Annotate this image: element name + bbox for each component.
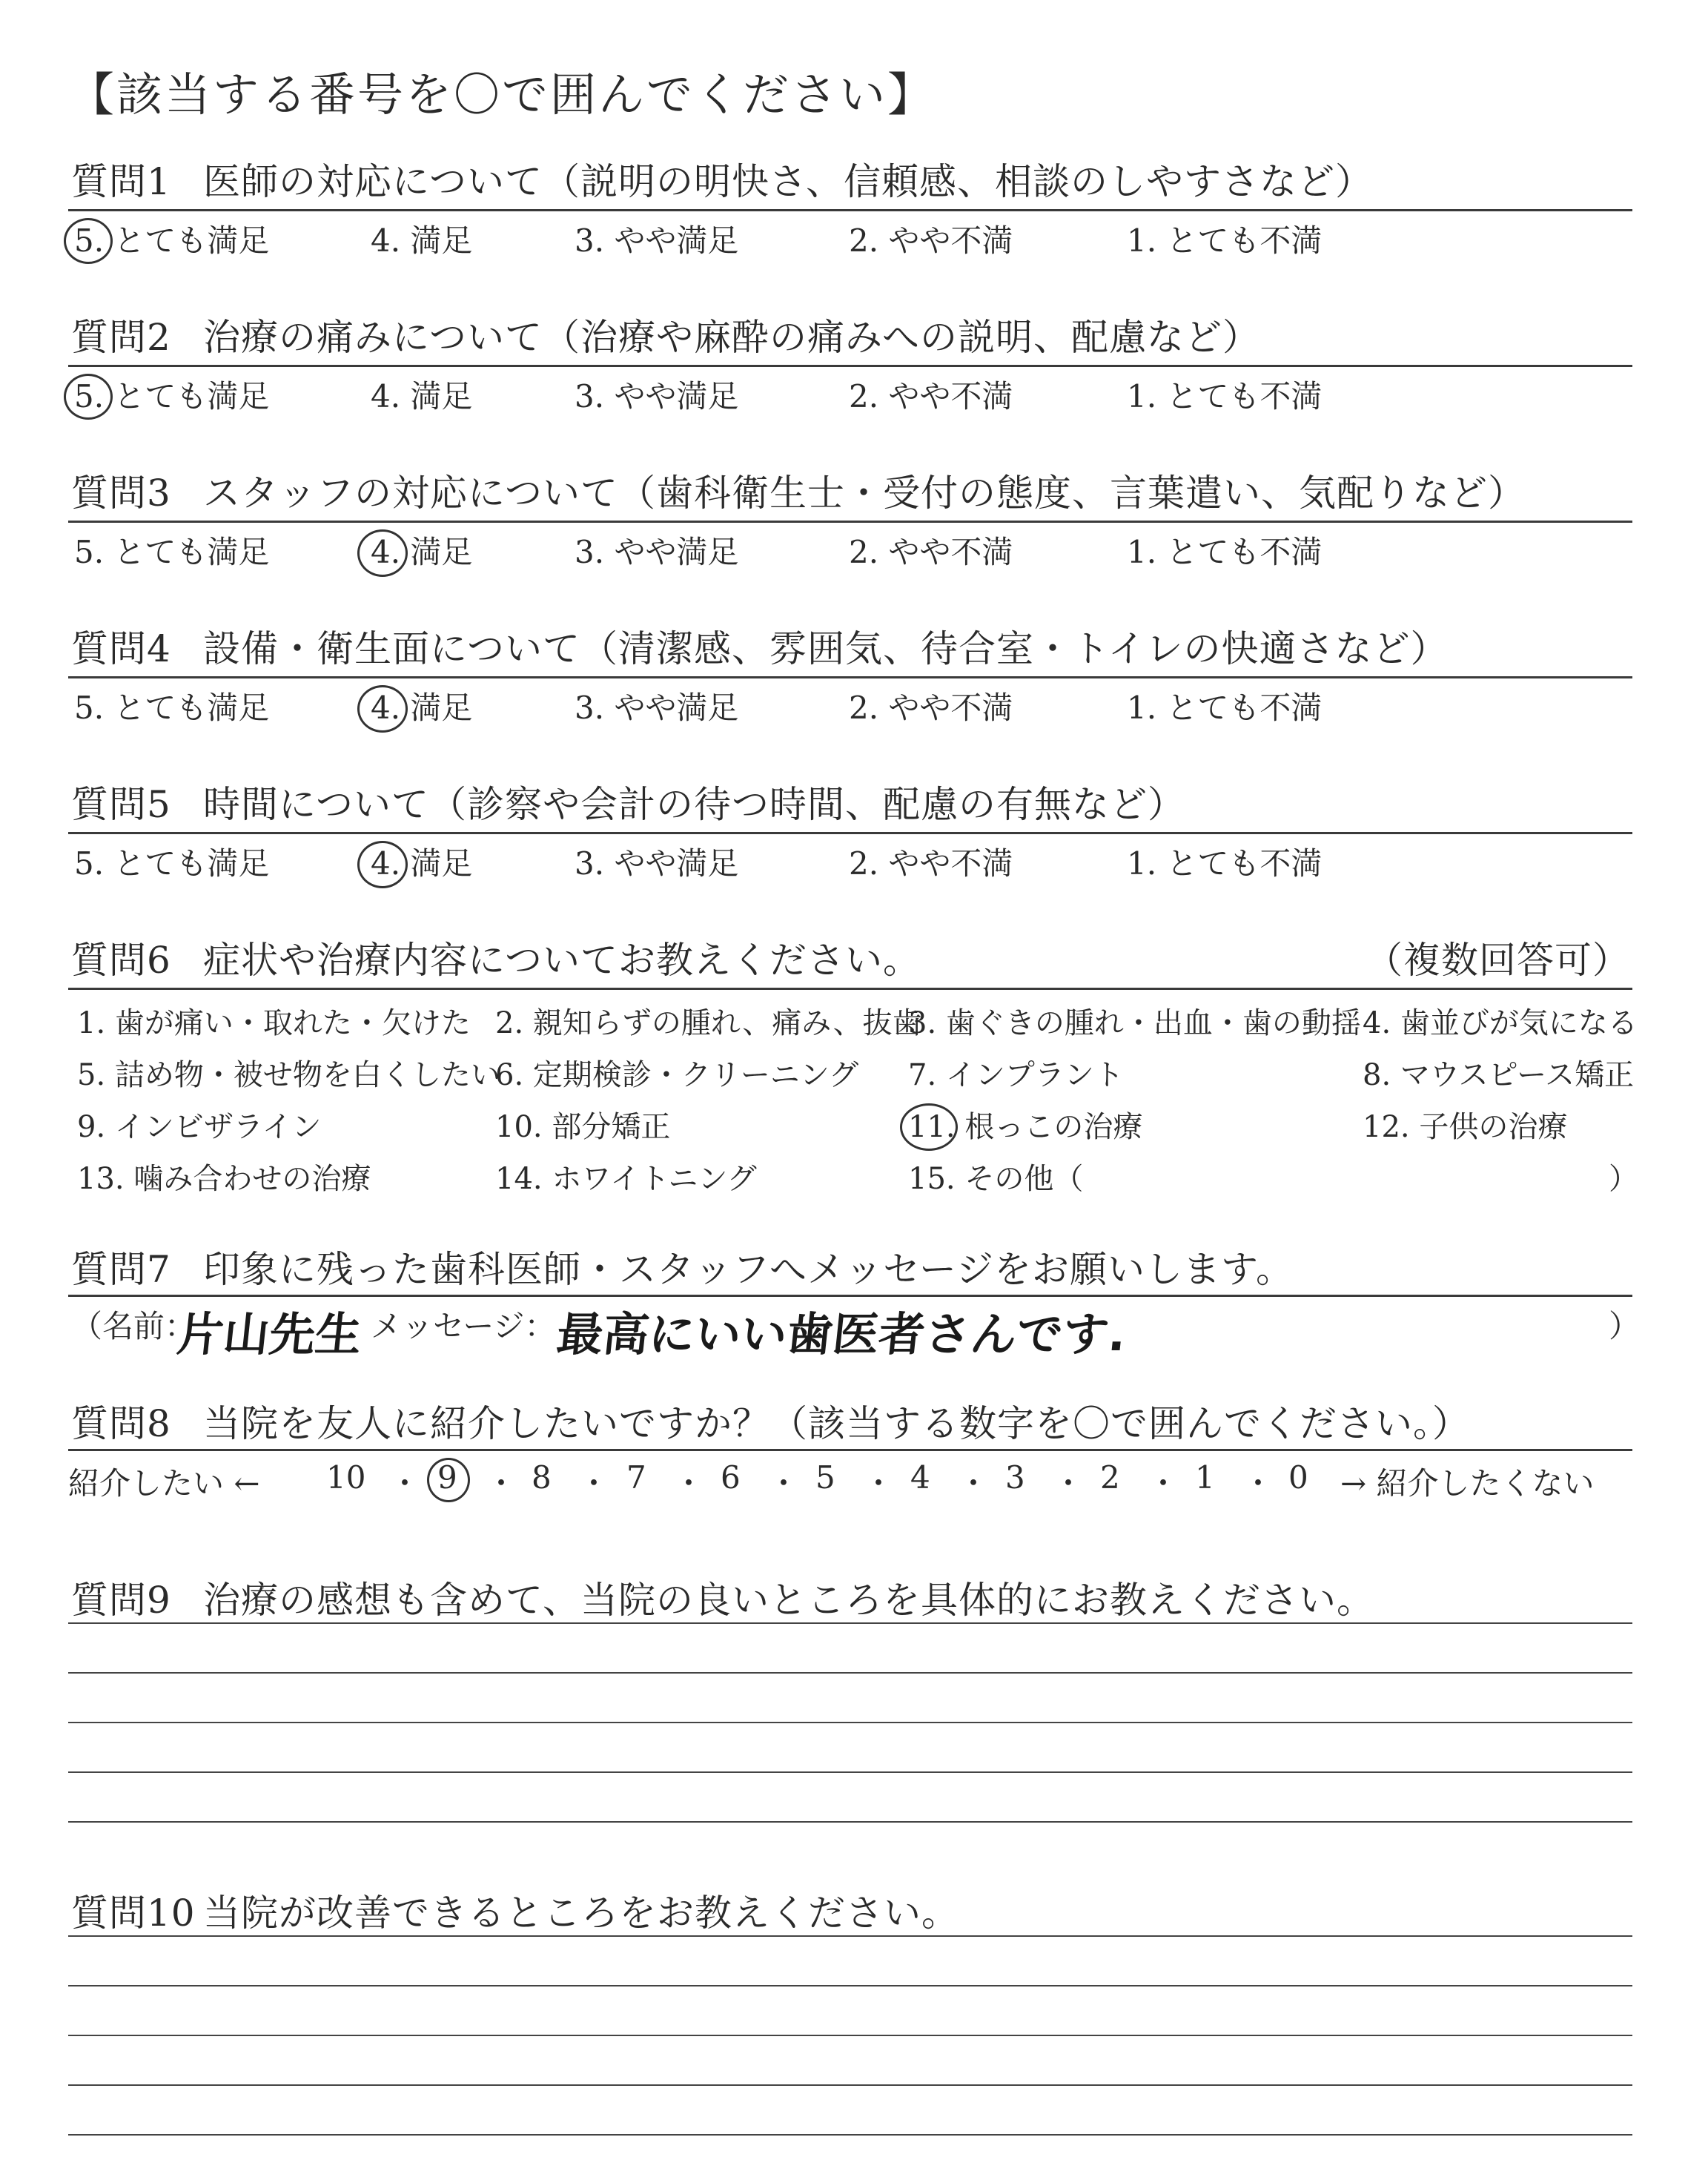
q7-message-handwritten[interactable]: 最高にいい歯医者さんです. <box>554 1307 1129 1361</box>
q8-score-9[interactable]: 9 <box>437 1459 457 1496</box>
q2-option-4[interactable]: 4. 満足 <box>371 378 473 415</box>
q9-writing-line <box>68 1672 1632 1674</box>
q6-option-15[interactable]: 15. その他（ <box>908 1162 1084 1196</box>
q4-option-2[interactable]: 2. やや不満 <box>849 690 1013 726</box>
question-1-text: 医師の対応について（説明の明快さ、信頼感、相談のしやすさなど） <box>203 160 1373 203</box>
q5-option-4[interactable]: 4. 満足 <box>371 845 473 882</box>
question-8-text: 当院を友人に紹介したいですか？（該当する数字を〇で囲んでください。） <box>203 1402 1470 1445</box>
question-1-heading <box>71 152 1373 205</box>
q6-option-2[interactable]: 2. 親知らずの腫れ、痛み、抜歯 <box>495 1006 922 1040</box>
question-6-rule <box>68 988 1632 990</box>
q5-option-3[interactable]: 3. やや満足 <box>575 845 739 882</box>
question-7-heading <box>71 1240 1294 1293</box>
question-7-rule <box>68 1295 1632 1297</box>
question-8-heading <box>71 1394 1470 1447</box>
question-4-number: 質問4 <box>71 627 171 670</box>
q6-other-close-paren: ） <box>1609 1162 1638 1196</box>
q3-option-1[interactable]: 1. とても不満 <box>1127 534 1323 570</box>
question-10-heading <box>71 1883 959 1937</box>
question-10-number: 質問10 <box>71 1892 196 1935</box>
q5-selection-circle <box>357 841 408 888</box>
q6-option-4[interactable]: 4. 歯並びが気になる <box>1363 1006 1638 1040</box>
q8-score-10[interactable]: 10 <box>326 1459 366 1496</box>
q1-option-5[interactable]: 5. とても満足 <box>74 222 270 259</box>
q1-option-2[interactable]: 2. やや不満 <box>849 222 1013 259</box>
q8-score-1[interactable]: 1 <box>1195 1459 1215 1496</box>
q1-selection-circle <box>64 218 113 264</box>
question-1-rule <box>68 209 1632 211</box>
q2-option-5[interactable]: 5. とても満足 <box>74 378 270 415</box>
q6-selection-circle <box>900 1103 958 1151</box>
q6-option-8[interactable]: 8. マウスピース矯正 <box>1363 1058 1635 1092</box>
q6-option-12[interactable]: 12. 子供の治療 <box>1363 1110 1568 1144</box>
question-6-number: 質問6 <box>71 939 171 982</box>
q4-option-4[interactable]: 4. 満足 <box>371 690 473 726</box>
q6-option-13[interactable]: 13. 噛み合わせの治療 <box>77 1162 371 1196</box>
q10-writing-line <box>68 2084 1632 2086</box>
q3-option-2[interactable]: 2. やや不満 <box>849 534 1013 570</box>
question-3-rule <box>68 521 1632 523</box>
q8-separator: ・ <box>1053 1465 1085 1502</box>
q1-option-3[interactable]: 3. やや満足 <box>575 222 739 259</box>
question-9-number: 質問9 <box>71 1579 171 1622</box>
q7-close-paren: ） <box>1609 1308 1641 1344</box>
question-3-text: スタッフの対応について（歯科衛生士・受付の態度、言葉遣い、気配りなど） <box>203 472 1526 515</box>
question-5-heading <box>71 775 1185 828</box>
q4-option-1[interactable]: 1. とても不満 <box>1127 690 1323 726</box>
q2-option-1[interactable]: 1. とても不満 <box>1127 378 1323 415</box>
q8-score-5[interactable]: 5 <box>815 1459 835 1496</box>
question-9-text: 治療の感想も含めて、当院の良いところを具体的にお教えください。 <box>203 1579 1374 1622</box>
question-5-number: 質問5 <box>71 783 171 826</box>
q7-name-handwritten[interactable]: 片山先生 <box>174 1307 365 1361</box>
q3-option-3[interactable]: 3. やや満足 <box>575 534 739 570</box>
question-1-number: 質問1 <box>71 160 171 203</box>
q6-option-10[interactable]: 10. 部分矯正 <box>495 1110 671 1144</box>
q8-score-8[interactable]: 8 <box>532 1459 552 1496</box>
q8-right-label: → 紹介したくない <box>1340 1465 1595 1502</box>
q8-score-6[interactable]: 6 <box>721 1459 741 1496</box>
q8-separator: ・ <box>958 1465 990 1502</box>
q10-writing-line <box>68 1935 1632 1937</box>
q4-option-3[interactable]: 3. やや満足 <box>575 690 739 726</box>
question-2-number: 質問2 <box>71 316 171 359</box>
q3-option-5[interactable]: 5. とても満足 <box>74 534 270 570</box>
question-8-rule <box>68 1449 1632 1451</box>
question-7-text: 印象に残った歯科医師・スタッフへメッセージをお願いします。 <box>203 1248 1294 1291</box>
q5-option-5[interactable]: 5. とても満足 <box>74 845 270 882</box>
q8-score-2[interactable]: 2 <box>1100 1459 1120 1496</box>
q8-score-7[interactable]: 7 <box>626 1459 646 1496</box>
q8-left-label: 紹介したい ← <box>68 1465 260 1502</box>
q2-option-2[interactable]: 2. やや不満 <box>849 378 1013 415</box>
q8-separator: ・ <box>863 1465 895 1502</box>
q8-selection-circle <box>427 1458 470 1502</box>
question-4-text: 設備・衛生面について（清潔感、雰囲気、待合室・トイレの快適さなど） <box>203 627 1449 670</box>
question-10-text: 当院が改善できるところをお教えください。 <box>203 1892 959 1935</box>
question-4-heading <box>71 619 1449 673</box>
question-5-rule <box>68 832 1632 834</box>
page-title: 【該当する番号を〇で囲んでください】 <box>68 67 936 122</box>
question-6-note: （複数回答可） <box>1366 939 1630 982</box>
question-2-rule <box>68 365 1632 367</box>
q1-option-4[interactable]: 4. 満足 <box>371 222 473 259</box>
q10-writing-line <box>68 1985 1632 1986</box>
q8-score-0[interactable]: 0 <box>1288 1459 1308 1496</box>
question-2-heading <box>71 308 1260 361</box>
q6-option-11[interactable]: 11. 根っこの治療 <box>908 1110 1143 1144</box>
question-8-number: 質問8 <box>71 1402 171 1445</box>
question-2-text: 治療の痛みについて（治療や麻酔の痛みへの説明、配慮など） <box>203 316 1260 359</box>
question-4-rule <box>68 676 1632 678</box>
q6-option-1[interactable]: 1. 歯が痛い・取れた・欠けた <box>77 1006 471 1040</box>
q2-selection-circle <box>64 374 113 420</box>
q4-selection-circle <box>357 685 408 733</box>
q6-option-9[interactable]: 9. インビザライン <box>77 1110 322 1144</box>
q9-writing-line <box>68 1771 1632 1773</box>
q8-separator: ・ <box>673 1465 705 1502</box>
q8-score-4[interactable]: 4 <box>910 1459 930 1496</box>
question-3-heading <box>71 463 1526 517</box>
q5-option-1[interactable]: 1. とても不満 <box>1127 845 1323 882</box>
question-9-heading <box>71 1571 1374 1624</box>
q10-writing-line <box>68 2134 1632 2136</box>
q9-writing-line <box>68 1821 1632 1823</box>
q6-option-7[interactable]: 7. インプラント <box>908 1058 1124 1092</box>
question-6-text: 症状や治療内容についてお教えください。 <box>203 939 921 982</box>
q4-option-5[interactable]: 5. とても満足 <box>74 690 270 726</box>
question-6-heading <box>71 931 921 984</box>
q5-option-2[interactable]: 2. やや不満 <box>849 845 1013 882</box>
question-5-text: 時間について（診察や会計の待つ時間、配慮の有無など） <box>203 783 1185 826</box>
q8-separator: ・ <box>578 1465 610 1502</box>
q8-score-3[interactable]: 3 <box>1005 1459 1025 1496</box>
question-7-number: 質問7 <box>71 1248 171 1291</box>
q8-separator: ・ <box>486 1465 517 1502</box>
q9-writing-line <box>68 1722 1632 1723</box>
q8-separator: ・ <box>1242 1465 1274 1502</box>
q7-name-label: （名前： <box>71 1308 196 1344</box>
q8-separator: ・ <box>1148 1465 1179 1502</box>
q2-option-3[interactable]: 3. やや満足 <box>575 378 739 415</box>
q9-writing-line <box>68 1622 1632 1624</box>
q6-option-6[interactable]: 6. 定期検診・クリーニング <box>495 1058 859 1092</box>
q6-option-5[interactable]: 5. 詰め物・被せ物を白くしたい <box>77 1058 500 1092</box>
q7-message-label: メッセージ： <box>371 1308 556 1344</box>
q10-writing-line <box>68 2035 1632 2036</box>
q3-option-4[interactable]: 4. 満足 <box>371 534 473 570</box>
q8-separator: ・ <box>768 1465 800 1502</box>
q8-separator: ・ <box>389 1465 421 1502</box>
q3-selection-circle <box>357 529 408 577</box>
q1-option-1[interactable]: 1. とても不満 <box>1127 222 1323 259</box>
question-3-number: 質問3 <box>71 472 171 515</box>
q6-option-14[interactable]: 14. ホワイトニング <box>495 1162 757 1196</box>
q6-option-3[interactable]: 3. 歯ぐきの腫れ・出血・歯の動揺 <box>908 1006 1361 1040</box>
